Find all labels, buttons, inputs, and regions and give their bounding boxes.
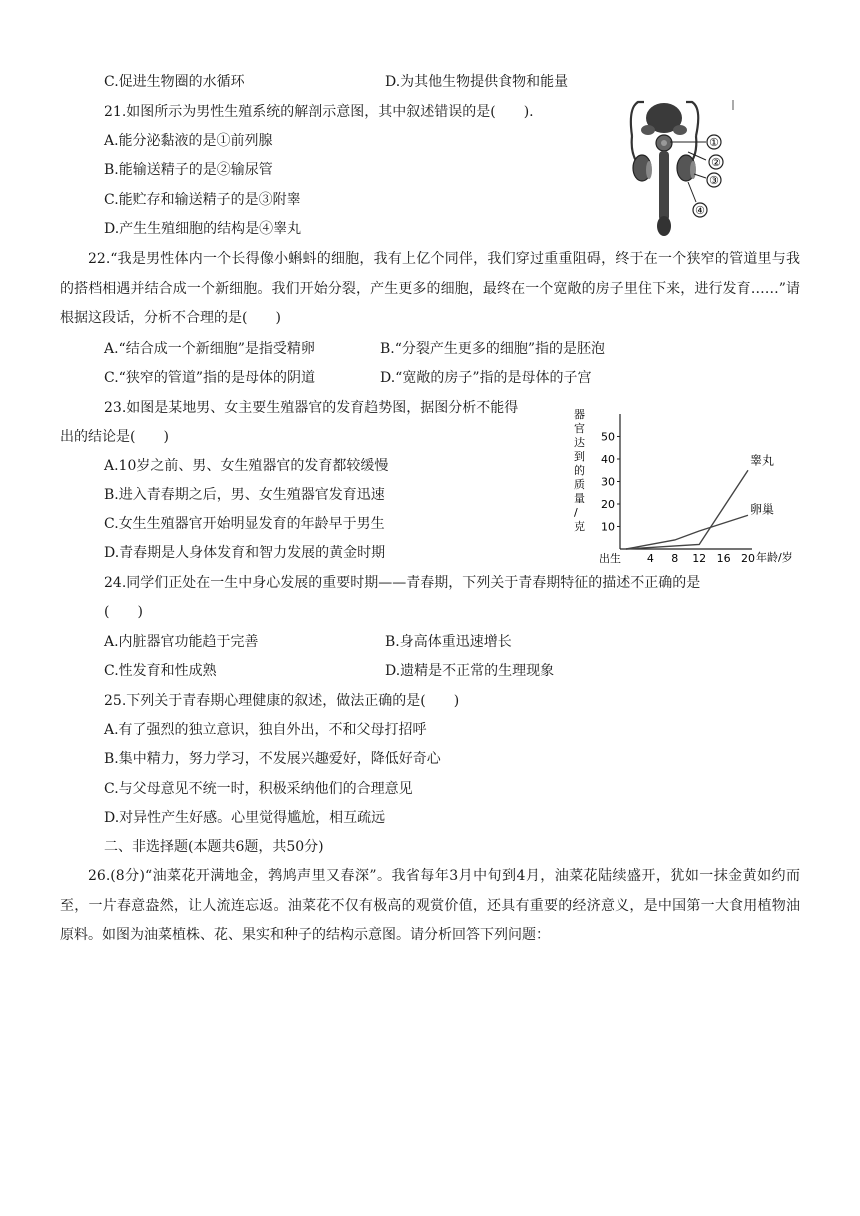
y-label-char: 达 (574, 436, 585, 449)
male-reproductive-diagram (618, 96, 738, 242)
q21-option-a: A.能分泌黏液的是①前列腺 (104, 133, 273, 149)
q25-stem: 25.下列关于青春期心理健康的叙述，做法正确的是( ) (104, 693, 460, 709)
x-tick-label: 4 (646, 552, 654, 565)
q20-option-d: D.为其他生物提供食物和能量 (385, 74, 569, 90)
q21-option-d: D.产生生殖细胞的结构是④睾丸 (104, 221, 302, 237)
q24-option-b: B.身高体重迅速增长 (385, 634, 512, 650)
section-heading: 二、非选择题(本题共6题，共50分) (104, 839, 324, 855)
q23-option-c: C.女生生殖器官开始明显发育的年龄早于男生 (104, 516, 385, 532)
series-label-2: 卵巢 (750, 502, 775, 517)
y-tick-label: 20 (601, 498, 615, 511)
label-3: ③ (709, 174, 719, 187)
q23-option-b: B.进入青春期之后，男、女生殖器官发育迅速 (104, 487, 385, 503)
q25-option-c: C.与父母意见不统一时，积极采纳他们的合理意见 (104, 781, 413, 797)
label-4: ④ (695, 204, 705, 217)
y-label-char: 到 (574, 450, 585, 463)
y-label-char: / (574, 506, 578, 519)
q21-option-b: B.能输送精子的是②输尿管 (104, 162, 273, 178)
x-tick-label: 12 (692, 552, 707, 565)
q25-option-d: D.对异性产生好感。心里觉得尴尬，相互疏远 (104, 810, 386, 826)
label-1: ① (709, 136, 719, 149)
y-axis-label (574, 408, 585, 533)
q22-option-a: A.“结合成一个新细胞”是指受精卵 (104, 341, 315, 357)
y-label-char: 量 (574, 492, 585, 505)
y-tick-label: 10 (601, 520, 615, 534)
q24-paren: ( ) (104, 604, 143, 620)
series-label-1: 睾丸 (750, 453, 775, 468)
x-tick-label: 出生 (599, 552, 621, 565)
organ-development-chart (566, 404, 802, 572)
q23-option-d: D.青春期是人身体发育和智力发展的黄金时期 (104, 545, 386, 561)
q22-option-c: C.“狭窄的管道”指的是母体的阴道 (104, 370, 315, 386)
x-axis-label: 年龄/岁 (756, 551, 793, 564)
y-tick-label: 40 (601, 453, 615, 466)
x-tick-label: 20 (741, 552, 755, 565)
q25-option-b: B.集中精力，努力学习，不发展兴趣爱好，降低好奇心 (104, 751, 441, 767)
q22-stem: 22.“我是男性体内一个长得像小蝌蚪的细胞，我有上亿个同伴，我们穿过重重阻碍，终于在一个狭窄的管道里与我的搭档相遇并结合成一个新细胞。我们开始分裂，产生更多的细胞，最终在一个宽敞的房子里住下来，进行发育……”请根据这段话，分析不合理的是( ) (60, 251, 800, 326)
q24-option-d: D.遗精是不正常的生理现象 (385, 663, 555, 679)
y-label-char: 克 (574, 520, 585, 533)
q24-option-c: C.性发育和性成熟 (104, 663, 217, 679)
series-line-1 (626, 470, 748, 549)
y-tick-label: 30 (601, 475, 615, 489)
q24-option-a: A.内脏器官功能趋于完善 (104, 634, 259, 650)
y-tick-label: 50 (601, 430, 615, 444)
label-2: ② (711, 156, 721, 169)
y-label-char: 官 (574, 422, 585, 435)
q23-stem-line1: 23.如图是某地男、女主要生殖器官的发育趋势图，据图分析不能得 (104, 400, 519, 416)
q20-option-c: C.促进生物圈的水循环 (104, 74, 245, 90)
q26-stem: 26.(8分)“油菜花开满地金，鹁鸠声里又春深”。我省每年3月中旬到4月，油菜花陆续盛开，犹如一抹金黄如约而至，一片春意盎然，让人流连忘返。油菜花不仅有极高的观赏价值，还具有重要的经济意义，是中国第一大食用植物油原料。如图为油菜植株、花、果实和种子的结构示意图。请分析回答下列问题： (60, 868, 800, 943)
q22-option-d: D.“宽敞的房子”指的是母体的子宫 (380, 370, 592, 386)
q22-option-b: B.“分裂产生更多的细胞”指的是胚泡 (380, 341, 606, 357)
series-line-2 (626, 515, 748, 549)
x-tick-label: 16 (716, 552, 731, 565)
x-tick-label: 8 (671, 552, 679, 565)
y-label-char: 质 (574, 478, 585, 491)
q24-stem: 24.同学们正处在一生中身心发展的重要时期——青春期，下列关于青春期特征的描述不正确的是 (104, 575, 701, 591)
q23-stem-line2: 出的结论是( ) (60, 429, 169, 445)
q25-option-a: A.有了强烈的独立意识，独自外出，不和父母打招呼 (104, 722, 427, 738)
y-label-char: 的 (574, 464, 585, 477)
q21-option-c: C.能贮存和输送精子的是③附睾 (104, 192, 301, 208)
q21-stem: 21.如图所示为男性生殖系统的解剖示意图，其中叙述错误的是( ). (104, 104, 534, 120)
y-label-char: 器 (574, 408, 585, 421)
q23-option-a: A.10岁之前、男、女生殖器官的发育都较缓慢 (104, 458, 389, 474)
